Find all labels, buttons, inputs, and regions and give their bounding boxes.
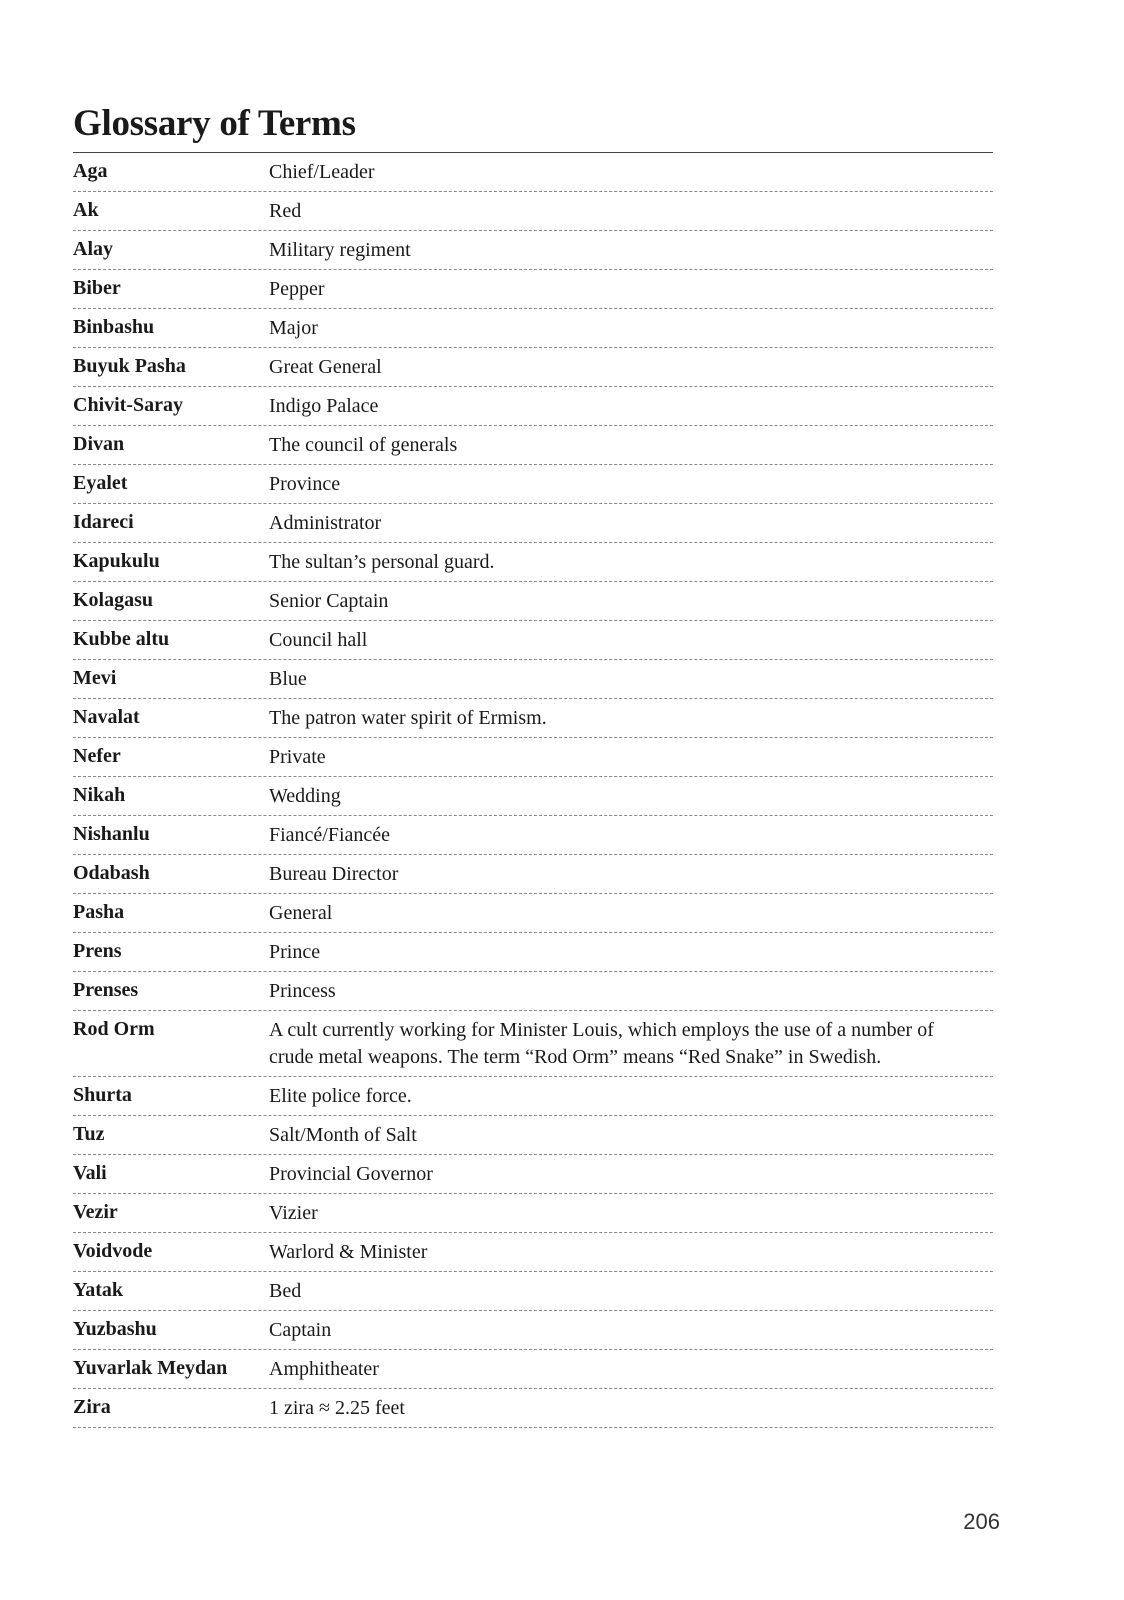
glossary-term: Yuvarlak Meydan (73, 1357, 228, 1379)
glossary-definition: General (269, 902, 333, 924)
glossary-row (73, 309, 993, 348)
glossary-definition: Princess (269, 980, 336, 1002)
glossary-row (73, 270, 993, 309)
glossary-definition: Private (269, 746, 326, 768)
glossary-term: Rod Orm (73, 1018, 155, 1040)
page-number: 206 (963, 1509, 1000, 1534)
glossary-term: Buyuk Pasha (73, 355, 186, 377)
glossary-term: Kapukulu (73, 550, 160, 572)
glossary-definition: Bureau Director (269, 863, 399, 885)
glossary-row (73, 1272, 993, 1311)
glossary-list (73, 153, 993, 1428)
glossary-row (73, 894, 993, 933)
glossary-row (73, 426, 993, 465)
glossary-row (73, 816, 993, 855)
glossary-definition: Major (269, 317, 318, 339)
glossary-definition: Fiancé/Fiancée (269, 824, 391, 846)
glossary-row (73, 1311, 993, 1350)
glossary-definition: Chief/Leader (269, 161, 375, 183)
glossary-definition: Blue (269, 668, 307, 690)
glossary-definition: Captain (269, 1319, 332, 1341)
glossary-row (73, 192, 993, 231)
glossary-definition: Amphitheater (269, 1358, 379, 1380)
glossary-definition: Council hall (269, 629, 368, 651)
glossary-term: Navalat (73, 706, 140, 728)
glossary-definition: Red (269, 200, 302, 222)
glossary-term: Zira (73, 1396, 111, 1418)
glossary-definition: Elite police force. (269, 1085, 412, 1107)
glossary-row (73, 621, 993, 660)
glossary-definition: 1 zira ≈ 2.25 feet (269, 1397, 405, 1419)
glossary-term: Binbashu (73, 316, 155, 338)
glossary-term: Odabash (73, 862, 150, 884)
glossary-definition: Indigo Palace (269, 395, 379, 417)
glossary-term: Chivit-Saray (73, 394, 183, 416)
page-title: Glossary of Terms (73, 103, 356, 144)
glossary-row (73, 348, 993, 387)
glossary-definition: Vizier (269, 1202, 318, 1224)
glossary-definition: Salt/Month of Salt (269, 1124, 417, 1146)
glossary-term: Shurta (73, 1084, 132, 1106)
glossary-row (73, 1194, 993, 1233)
glossary-definition: A cult currently working for Minister Louis, which employs the use of a number of crude metal weapons. The term “Rod Orm” means “Red Snake” in Swedish. (269, 1019, 934, 1068)
glossary-definition: The sultan’s personal guard. (269, 551, 495, 573)
glossary-row (73, 777, 993, 816)
glossary-row (73, 933, 993, 972)
glossary-term: Pasha (73, 901, 125, 923)
glossary-row (73, 1077, 993, 1116)
glossary-term: Kolagasu (73, 589, 154, 611)
glossary-term: Kubbe altu (73, 628, 170, 650)
glossary-row (73, 543, 993, 582)
glossary-row (73, 1116, 993, 1155)
glossary-row (73, 1350, 993, 1389)
glossary-definition: Wedding (269, 785, 341, 807)
glossary-term: Nishanlu (73, 823, 150, 845)
glossary-page (73, 100, 993, 1428)
glossary-term: Prenses (73, 979, 139, 1001)
glossary-definition: The council of generals (269, 434, 458, 456)
glossary-term: Alay (73, 238, 113, 260)
glossary-term: Mevi (73, 667, 117, 689)
glossary-row (73, 972, 993, 1011)
glossary-row (73, 660, 993, 699)
glossary-term: Idareci (73, 511, 134, 533)
glossary-term: Prens (73, 940, 122, 962)
glossary-definition: Province (269, 473, 341, 495)
glossary-term: Tuz (73, 1123, 105, 1145)
glossary-row (73, 153, 993, 192)
glossary-term: Aga (73, 160, 108, 182)
glossary-definition: Provincial Governor (269, 1163, 433, 1185)
glossary-term: Nikah (73, 784, 126, 806)
glossary-term: Ak (73, 199, 99, 221)
glossary-definition: Warlord & Minister (269, 1241, 428, 1263)
glossary-row (73, 699, 993, 738)
glossary-definition: Bed (269, 1280, 302, 1302)
glossary-definition: Senior Captain (269, 590, 389, 612)
glossary-row (73, 387, 993, 426)
glossary-term: Voidvode (73, 1240, 153, 1262)
glossary-row (73, 1389, 993, 1428)
glossary-row (73, 738, 993, 777)
glossary-row (73, 231, 993, 270)
glossary-term: Nefer (73, 745, 121, 767)
glossary-definition: Great General (269, 356, 382, 378)
glossary-term: Vali (73, 1162, 107, 1184)
glossary-definition: Pepper (269, 278, 325, 300)
glossary-term: Divan (73, 433, 125, 455)
glossary-row (73, 855, 993, 894)
glossary-row (73, 465, 993, 504)
glossary-row (73, 582, 993, 621)
glossary-term: Yatak (73, 1279, 124, 1301)
glossary-row (73, 504, 993, 543)
glossary-definition: The patron water spirit of Ermism. (269, 707, 547, 729)
glossary-definition: Prince (269, 941, 321, 963)
glossary-definition: Military regiment (269, 239, 411, 261)
glossary-row (73, 1233, 993, 1272)
glossary-term: Yuzbashu (73, 1318, 157, 1340)
glossary-term: Vezir (73, 1201, 118, 1223)
glossary-term: Eyalet (73, 472, 128, 494)
glossary-row (73, 1155, 993, 1194)
glossary-row (73, 1011, 993, 1077)
glossary-definition: Administrator (269, 512, 382, 534)
glossary-term: Biber (73, 277, 121, 299)
